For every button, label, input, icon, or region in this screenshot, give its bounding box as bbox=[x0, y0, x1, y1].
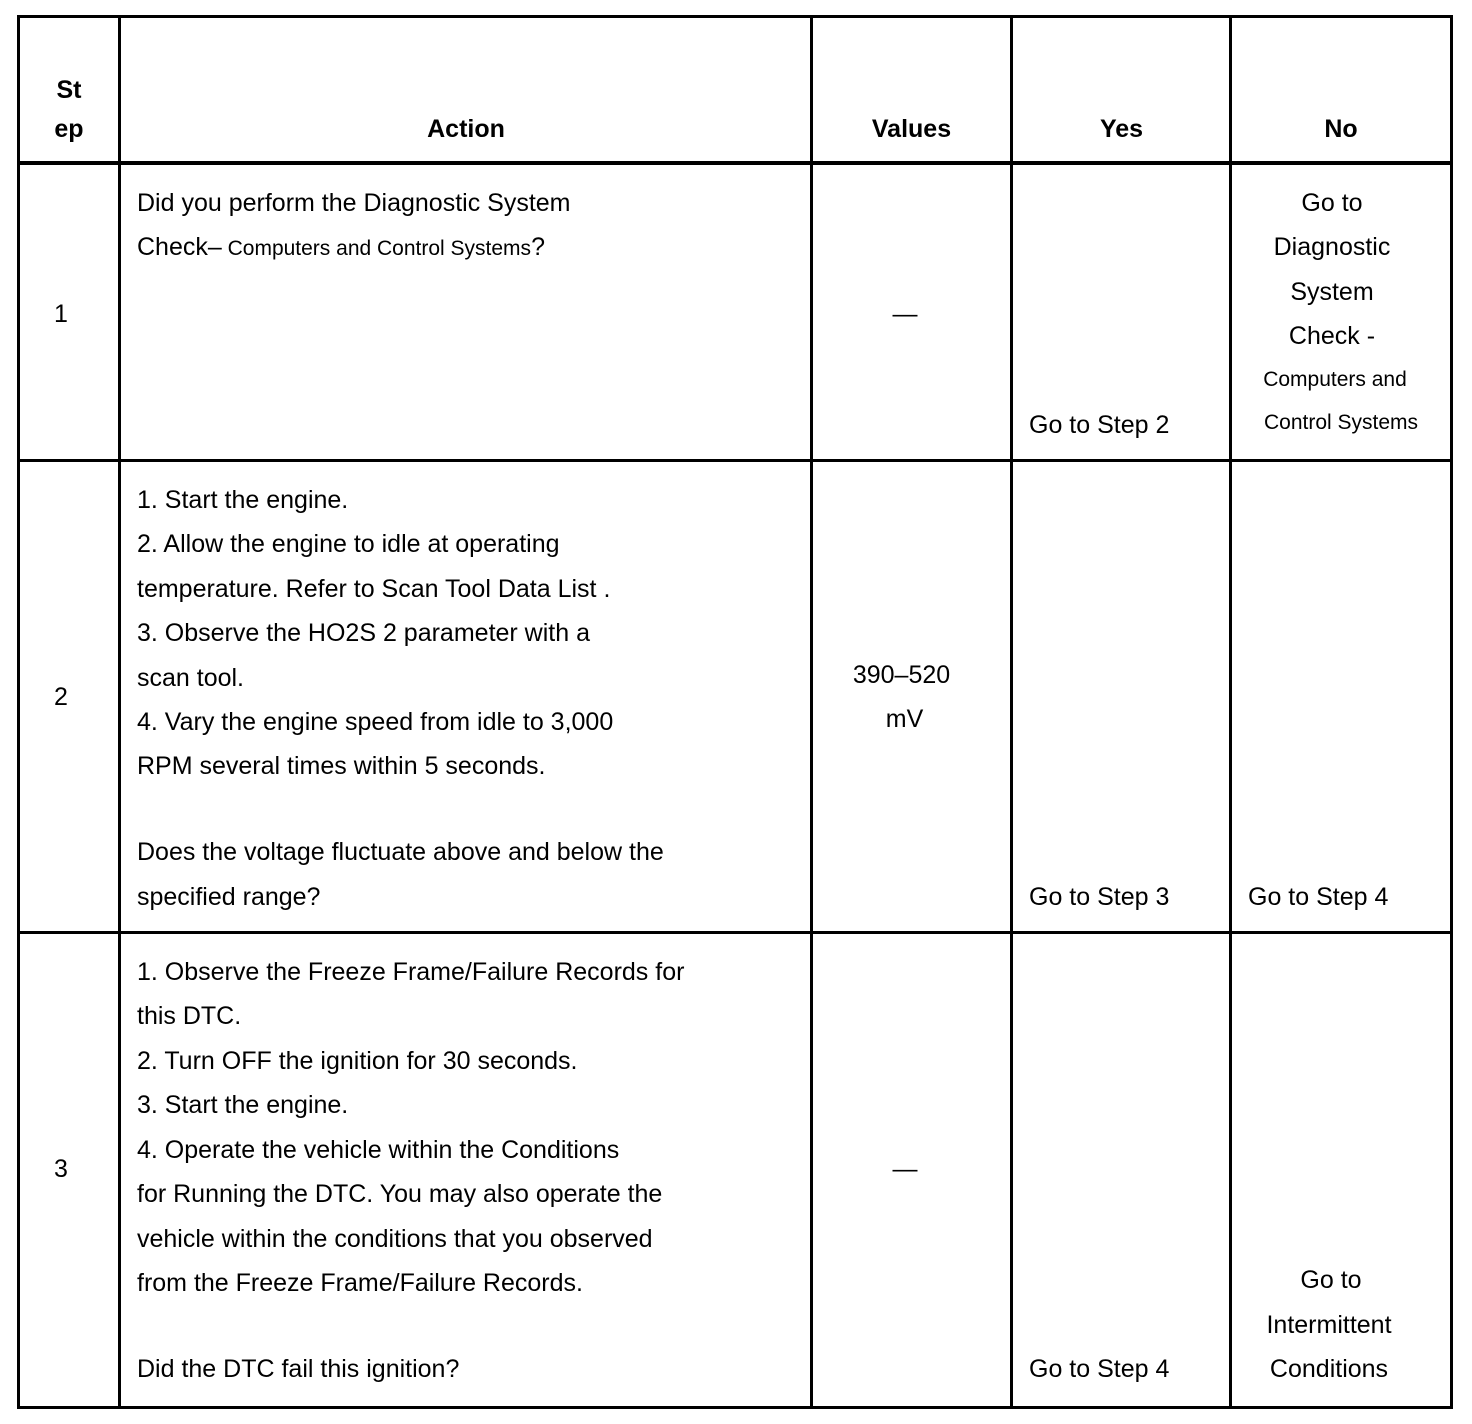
yes-link[interactable]: Go to Step 4 bbox=[1029, 1355, 1170, 1383]
no-link[interactable]: Control Systems bbox=[1263, 411, 1419, 434]
no-link[interactable]: Conditions bbox=[1269, 1355, 1389, 1383]
yes-link[interactable]: Go to Step 3 bbox=[1029, 883, 1170, 911]
no-link[interactable]: Go to bbox=[1301, 189, 1363, 217]
column-divider bbox=[118, 15, 121, 1409]
no-link[interactable]: Diagnostic bbox=[1273, 233, 1391, 261]
value-text: — bbox=[892, 1155, 918, 1183]
table-border-right bbox=[1450, 15, 1453, 1409]
action-text: RPM several times within 5 seconds. bbox=[137, 752, 546, 780]
question-text: Does the voltage fluctuate above and below the bbox=[137, 838, 664, 866]
action-text: temperature. Refer to Scan Tool Data List . bbox=[137, 575, 611, 603]
header-no: No bbox=[1324, 115, 1358, 143]
no-link[interactable]: System bbox=[1290, 278, 1374, 306]
action-text-end: ? bbox=[531, 233, 545, 261]
action-text: 3. Observe the HO2S 2 parameter with a bbox=[137, 619, 590, 647]
no-link[interactable]: Intermittent bbox=[1266, 1311, 1392, 1339]
action-text: 1. Observe the Freeze Frame/Failure Records for bbox=[137, 958, 685, 986]
no-link[interactable]: Computers and bbox=[1263, 368, 1407, 391]
header-step-line2: ep bbox=[54, 115, 84, 143]
header-divider bbox=[17, 161, 1453, 165]
action-text: 4. Vary the engine speed from idle to 3,000 bbox=[137, 708, 614, 736]
no-link[interactable]: Check - bbox=[1288, 322, 1376, 350]
no-link[interactable]: Go to Step 4 bbox=[1248, 883, 1389, 911]
no-link[interactable]: Go to bbox=[1300, 1266, 1362, 1294]
row-divider bbox=[17, 931, 1453, 934]
row-divider bbox=[17, 459, 1453, 462]
column-divider bbox=[1010, 15, 1013, 1409]
action-text: for Running the DTC. You may also operate the bbox=[137, 1180, 663, 1208]
table-border-bottom bbox=[17, 1406, 1453, 1409]
step-number: 1 bbox=[54, 300, 68, 328]
table-border-top bbox=[17, 15, 1453, 18]
action-text-small: Computers and Control Systems bbox=[221, 237, 532, 260]
header-yes: Yes bbox=[1099, 115, 1144, 143]
value-text: — bbox=[892, 300, 918, 328]
action-text: vehicle within the conditions that you observed bbox=[137, 1225, 653, 1253]
action-text: from the Freeze Frame/Failure Records. bbox=[137, 1269, 583, 1297]
yes-link[interactable]: Go to Step 2 bbox=[1029, 411, 1170, 439]
value-text: mV bbox=[885, 705, 924, 733]
action-text: Did you perform the Diagnostic System bbox=[137, 189, 571, 217]
step-number: 2 bbox=[54, 683, 68, 711]
header-action: Action bbox=[427, 115, 505, 143]
action-text bbox=[137, 225, 545, 272]
action-text: 3. Start the engine. bbox=[137, 1091, 349, 1119]
action-text: this DTC. bbox=[137, 1002, 242, 1030]
action-text: 1. Start the engine. bbox=[137, 486, 349, 514]
action-text: scan tool. bbox=[137, 664, 245, 692]
header-step-line1: St bbox=[56, 76, 82, 104]
question-text: specified range? bbox=[137, 883, 321, 911]
action-text-main: Check– bbox=[137, 233, 222, 261]
header-values: Values bbox=[871, 115, 952, 143]
action-text: 2. Turn OFF the ignition for 30 seconds. bbox=[137, 1047, 578, 1075]
action-text: 2. Allow the engine to idle at operating bbox=[137, 530, 560, 558]
question-text: Did the DTC fail this ignition? bbox=[137, 1355, 460, 1383]
action-text: 4. Operate the vehicle within the Conditions bbox=[137, 1136, 620, 1164]
step-number: 3 bbox=[54, 1155, 68, 1183]
value-text: 390–520 bbox=[852, 661, 951, 689]
